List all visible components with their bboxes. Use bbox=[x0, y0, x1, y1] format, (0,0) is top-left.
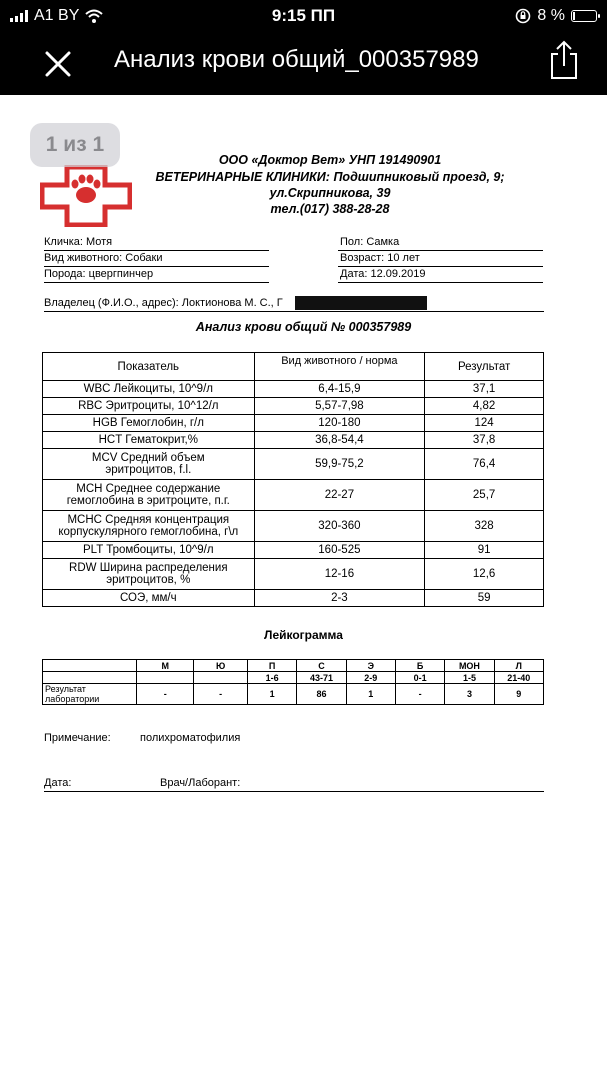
row-result: 37,1 bbox=[425, 381, 544, 398]
table-row bbox=[43, 398, 544, 415]
analysis-date: Дата: 12.09.2019 bbox=[340, 268, 426, 280]
leukogram-table bbox=[42, 659, 544, 705]
row-norm: 12-16 bbox=[254, 559, 425, 590]
table-row bbox=[43, 559, 544, 590]
leukogram-column-header: Л bbox=[494, 660, 543, 672]
row-norm: 22-27 bbox=[254, 480, 425, 511]
row-param bbox=[43, 449, 255, 480]
header-param: Показатель bbox=[43, 353, 255, 381]
row-param-line: MCV Средний объем bbox=[91, 452, 205, 464]
row-param-line: RBC Эритроциты, 10^12/л bbox=[78, 400, 219, 412]
battery-icon bbox=[571, 10, 597, 22]
pet-breed: Порода: цвергпинчер bbox=[44, 268, 154, 280]
battery-level bbox=[573, 12, 575, 20]
leukogram-corner bbox=[43, 672, 137, 684]
row-param-line: MCHC Средняя концентрация bbox=[67, 514, 230, 526]
leukogram-norm-cell: 1-6 bbox=[247, 672, 296, 684]
row-param-line: MCH Среднее содержание bbox=[76, 483, 221, 495]
leukogram-norm-cell: 43-71 bbox=[297, 672, 346, 684]
row-param bbox=[43, 381, 255, 398]
row-result: 124 bbox=[425, 415, 544, 432]
row-result: 4,82 bbox=[425, 398, 544, 415]
row-param-line: гемоглобина в эритроците, п.г. bbox=[66, 495, 230, 507]
leukogram-column-header: Ю bbox=[194, 660, 248, 672]
leukogram-corner bbox=[43, 660, 137, 672]
row-param bbox=[43, 480, 255, 511]
row-result: 25,7 bbox=[425, 480, 544, 511]
row-norm: 59,9-75,2 bbox=[254, 449, 425, 480]
row-param-line: СОЭ, мм/ч bbox=[119, 592, 177, 604]
leukogram-result-row bbox=[43, 684, 544, 705]
row-param-line: корпускулярного гемоглобина, г\л bbox=[58, 526, 239, 538]
clinic-address: ВЕТЕРИНАРНЫЕ КЛИНИКИ: Подшипниковый проезд, 9; bbox=[155, 170, 505, 184]
status-right bbox=[515, 7, 597, 25]
leukogram-norm-cell: 1-5 bbox=[445, 672, 494, 684]
leukogram-norm-row bbox=[43, 672, 544, 684]
share-icon[interactable] bbox=[548, 40, 580, 80]
row-param bbox=[43, 398, 255, 415]
clinic-phone: тел.(017) 388-28-28 bbox=[270, 202, 390, 216]
row-param-line: эритроцитов, % bbox=[106, 574, 191, 586]
leukogram-column-header: Э bbox=[346, 660, 395, 672]
leukogram-result-cell: 86 bbox=[297, 684, 346, 705]
row-result: 328 bbox=[425, 511, 544, 542]
field-underline bbox=[44, 282, 269, 283]
pet-age: Возраст: 10 лет bbox=[340, 252, 420, 264]
leukogram-column-header: С bbox=[297, 660, 346, 672]
table-row bbox=[43, 381, 544, 398]
table-row bbox=[43, 511, 544, 542]
leukogram-result-label bbox=[43, 684, 137, 705]
row-result: 12,6 bbox=[425, 559, 544, 590]
orientation-lock-icon bbox=[515, 8, 531, 24]
table-row bbox=[43, 449, 544, 480]
row-param-line: PLT Тромбоциты, 10^9/л bbox=[83, 544, 214, 556]
status-bar bbox=[0, 0, 607, 34]
blood-test-table bbox=[42, 352, 544, 607]
table-row bbox=[43, 432, 544, 449]
pet-species: Вид животного: Собаки bbox=[44, 252, 163, 264]
close-icon[interactable] bbox=[44, 50, 72, 78]
table-row bbox=[43, 542, 544, 559]
row-norm: 5,57-7,98 bbox=[254, 398, 425, 415]
field-underline bbox=[338, 282, 543, 283]
note-label: Примечание: bbox=[44, 732, 111, 744]
row-norm: 160-525 bbox=[254, 542, 425, 559]
analysis-title: Анализ крови общий № 000357989 bbox=[195, 320, 412, 334]
note-value: полихроматофилия bbox=[140, 732, 241, 744]
leukogram-norm-cell: 0-1 bbox=[395, 672, 444, 684]
row-norm: 2-3 bbox=[254, 590, 425, 607]
row-param bbox=[43, 511, 255, 542]
leukogram-result-cell: - bbox=[395, 684, 444, 705]
row-param bbox=[43, 590, 255, 607]
row-param bbox=[43, 432, 255, 449]
leukogram-norm-cell: 2-9 bbox=[346, 672, 395, 684]
row-result: 59 bbox=[425, 590, 544, 607]
field-underline bbox=[44, 250, 269, 251]
row-param-line: HCT Гематокрит,% bbox=[98, 434, 198, 446]
leukogram-column-header: М bbox=[137, 660, 194, 672]
clinic-street: ул.Скрипникова, 39 bbox=[269, 186, 391, 200]
row-norm: 6,4-15,9 bbox=[254, 381, 425, 398]
result-label-line: лаборатории bbox=[45, 694, 100, 704]
row-param bbox=[43, 542, 255, 559]
row-result: 76,4 bbox=[425, 449, 544, 480]
footer-underline bbox=[44, 791, 544, 792]
leukogram-column-header: МОН bbox=[445, 660, 494, 672]
row-param-line: эритроцитов, f.l. bbox=[105, 464, 192, 476]
status-time: 9:15 ПП bbox=[271, 6, 336, 25]
document-title: Анализ крови общий_000357989 bbox=[114, 46, 479, 73]
carrier-name: A1 BY bbox=[34, 7, 80, 24]
leukogram-norm-cell: 21-40 bbox=[494, 672, 543, 684]
leukogram-result-cell: 3 bbox=[445, 684, 494, 705]
clinic-logo-cross-paw-icon bbox=[40, 165, 132, 227]
owner-info: Владелец (Ф.И.О., адрес): Локтионова М. С., Г bbox=[44, 297, 283, 309]
field-underline bbox=[338, 266, 543, 267]
leukogram-result-cell: - bbox=[137, 684, 194, 705]
result-label-line: Результат bbox=[45, 684, 86, 694]
battery-percent: 8 % bbox=[537, 7, 565, 24]
row-result: 37,8 bbox=[425, 432, 544, 449]
page-counter-badge: 1 из 1 bbox=[30, 123, 120, 167]
row-norm: 36,8-54,4 bbox=[254, 432, 425, 449]
redaction-mark bbox=[295, 296, 427, 310]
row-param-line: RDW Ширина распределения bbox=[69, 562, 228, 574]
row-norm: 320-360 bbox=[254, 511, 425, 542]
leukogram-norm-cell bbox=[194, 672, 248, 684]
row-param-line: WBC Лейкоциты, 10^9/л bbox=[83, 383, 213, 395]
leukogram-column-header: П bbox=[247, 660, 296, 672]
footer-date-label: Дата: bbox=[44, 777, 72, 789]
header-norm: Вид животного / норма bbox=[254, 353, 425, 381]
clinic-name: ООО «Доктор Вет» УНП 191490901 bbox=[218, 153, 442, 167]
row-param-line: HGB Гемоглобин, г/л bbox=[92, 417, 204, 429]
table-header-row bbox=[43, 353, 544, 381]
row-result: 91 bbox=[425, 542, 544, 559]
row-param bbox=[43, 415, 255, 432]
table-row bbox=[43, 415, 544, 432]
table-row bbox=[43, 590, 544, 607]
field-underline bbox=[338, 250, 543, 251]
table-row bbox=[43, 480, 544, 511]
leukogram-column-header: Б bbox=[395, 660, 444, 672]
leukogram-result-cell: - bbox=[194, 684, 248, 705]
row-param bbox=[43, 559, 255, 590]
leukogram-result-cell: 1 bbox=[247, 684, 296, 705]
pet-name: Кличка: Мотя bbox=[44, 236, 113, 248]
row-norm: 120-180 bbox=[254, 415, 425, 432]
viewer-header bbox=[0, 34, 607, 92]
footer-doctor-label: Врач/Лаборант: bbox=[160, 777, 241, 789]
field-underline bbox=[44, 311, 544, 312]
document-page[interactable] bbox=[0, 95, 607, 1080]
leukogram-result-cell: 9 bbox=[494, 684, 543, 705]
leukogram-result-cell: 1 bbox=[346, 684, 395, 705]
leukogram-norm-cell bbox=[137, 672, 194, 684]
leukogram-header-row bbox=[43, 660, 544, 672]
header-result: Результат bbox=[425, 353, 544, 381]
pet-sex: Пол: Самка bbox=[340, 236, 400, 248]
leukogram-title: Лейкограмма bbox=[264, 628, 343, 642]
field-underline bbox=[44, 266, 269, 267]
